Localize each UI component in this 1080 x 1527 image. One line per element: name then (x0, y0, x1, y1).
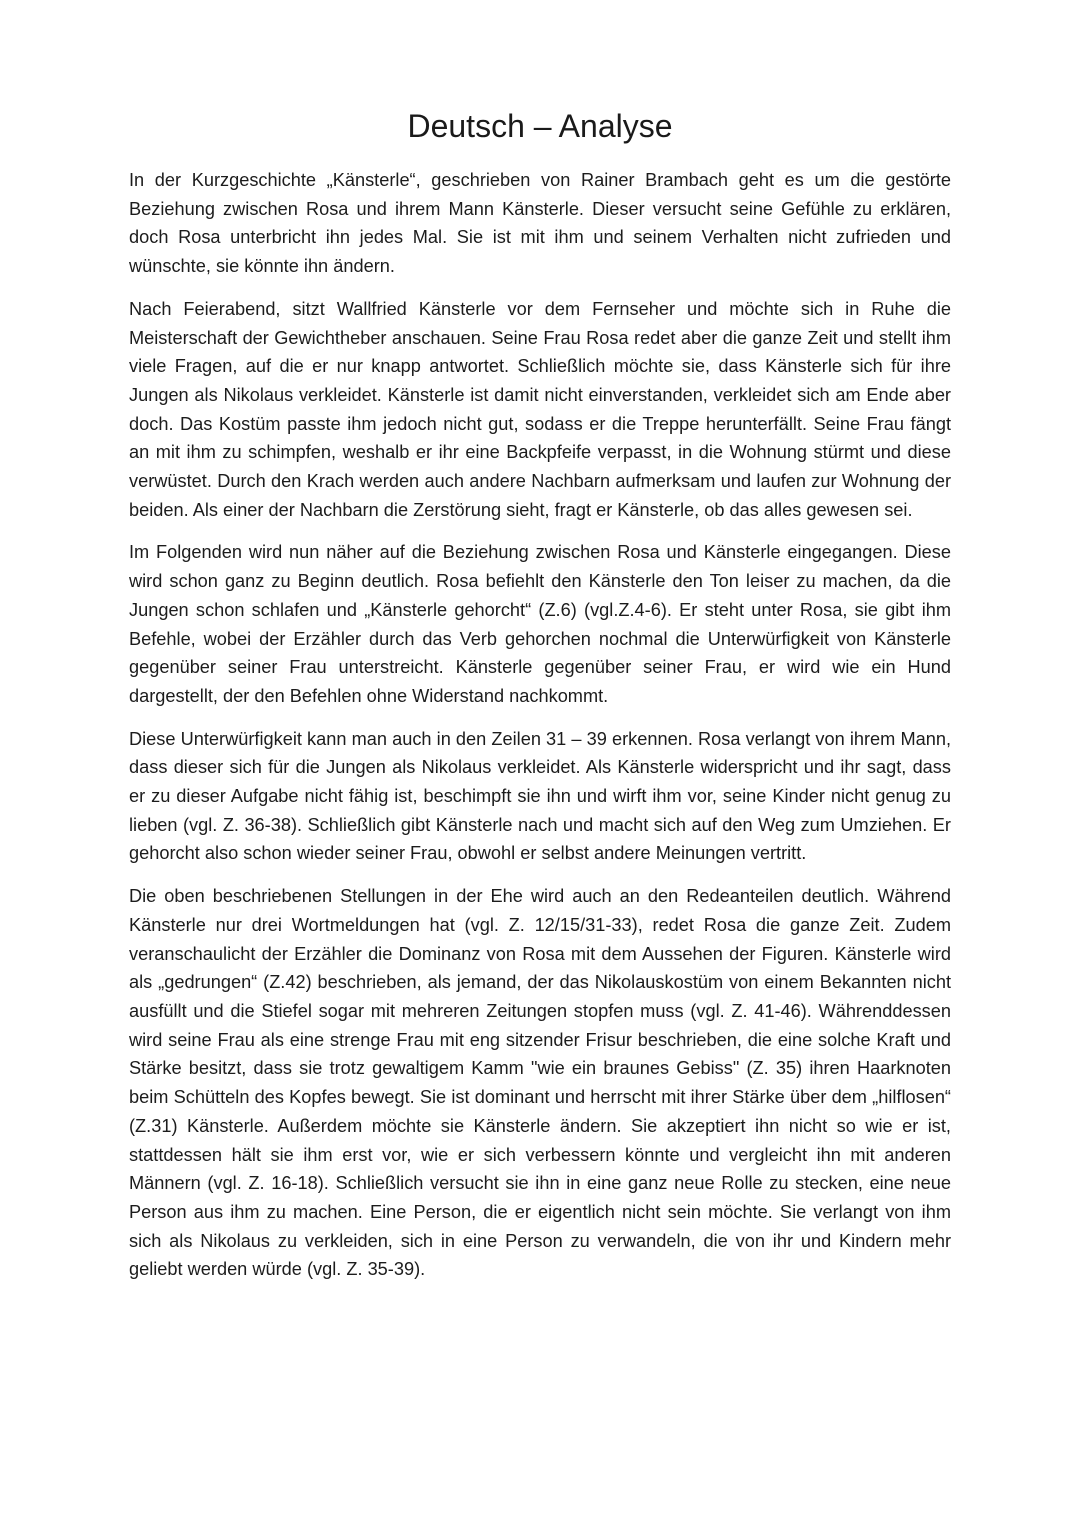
paragraph-introduction: In der Kurzgeschichte „Känsterle“, geschrieben von Rainer Brambach geht es um die gestörte Beziehung zwischen Rosa und ihrem Mann Känsterle. Dieser versucht seine Gefühle zu erklären, doch Rosa unterbricht ihn jedes Mal. Sie ist mit ihm und seinem Verhalten nicht zufrieden und wünschte, sie könnte ihn ändern. (129, 170, 951, 277)
paragraph-relationship: Im Folgenden wird nun näher auf die Beziehung zwischen Rosa und Känsterle eingegangen. Diese wird schon ganz zu Beginn deutlich. Rosa befiehlt den Känsterle den Ton leiser zu machen, da die Jungen schon schlafen und „Känsterle gehorcht“ (Z.6) (vgl.Z.4-6). Er steht unter Rosa, sie gibt ihm Befehle, wobei der Erzähler durch das Verb gehorchen nochmal die Unterwürfigkeit von Känsterle gegenüber seiner Frau unterstreicht. Känsterle gegenüber seiner Frau, er wird wie ein Hund dargestellt, der den Befehlen ohne Widerstand nachkommt. (129, 542, 951, 706)
paragraph-dominance: Die oben beschriebenen Stellungen in der Ehe wird auch an den Redeanteilen deutlich. Während Känsterle nur drei Wortmeldungen hat (vgl. Z. 12/15/31-33), redet Rosa die ganze Zeit. Zudem veranschaulicht der Erzähler die Dominanz von Rosa mit dem Aussehen der Figuren. Känsterle wird als „gedrungen“ (Z.42) beschrieben, als jemand, der das Nikolauskostüm von einem Bekannten nicht ausfüllt und die Stiefel sogar mit mehreren Zeitungen stopfen muss (vgl. Z. 41-46). Währenddessen wird seine Frau als eine strenge Frau mit eng sitzender Frisur beschrieben, die eine solche Kraft und Stärke besitzt, dass sie trotz gewaltigem Kamm "wie ein braunes Gebiss" (Z. 35) ihren Haarknoten beim Schütteln des Kopfes bewegt. Sie ist dominant und herrscht mit ihrer Stärke über dem „hilflosen“ (Z.31) Känsterle. Außerdem möchte sie Känsterle ändern. Sie akzeptiert ihn nicht so wie er ist, stattdessen hält sie ihm erst vor, wie er sich verbessern könnte und vergleicht ihn mit anderen Männern (vgl. Z. 16-18). Schließlich versucht sie ihn in eine ganz neue Rolle zu stecken, eine neue Person aus ihm zu machen. Eine Person, die er eigentlich nicht sein möchte. Sie verlangt von ihm sich als Nikolaus zu verkleiden, sich in eine Person zu verwandeln, die von ihr und Kindern mehr geliebt werden würde (vgl. Z. 35-39). (129, 886, 951, 1280)
paragraph-summary: Nach Feierabend, sitzt Wallfried Känsterle vor dem Fernseher und möchte sich in Ruhe die Meisterschaft der Gewichtheber anschauen. Seine Frau Rosa redet aber die ganze Zeit und stellt ihm viele Fragen, auf die er nur knapp antwortet. Schließlich möchte sie, dass Känsterle sich für ihre Jungen als Nikolaus verkleidet. Känsterle ist damit nicht einverstanden, verkleidet sich am Ende aber doch. Das Kostüm passte ihm jedoch nicht gut, sodass er die Treppe herunterfällt. Seine Frau fängt an mit ihm zu schimpfen, weshalb er ihr eine Backpfeife verpasst, in die Wohnung stürmt und diese verwüstet. Durch den Krach werden auch andere Nachbarn aufmerksam und laufen zur Wohnung der beiden. Als einer der Nachbarn die Zerstörung sieht, fragt er Känsterle, ob das alles gewesen sei. (129, 298, 951, 520)
document-body (129, 166, 951, 1298)
page-title: Deutsch – Analyse (407, 108, 673, 144)
paragraph-submission: Diese Unterwürfigkeit kann man auch in den Zeilen 31 – 39 erkennen. Rosa verlangt von ihrem Mann, dass dieser sich für die Jungen als Nikolaus verkleidet. Als Känsterle widerspricht und ihr sagt, dass er zu dieser Aufgabe nicht fähig ist, beschimpft sie ihn und wirft ihm vor, seine Kinder nicht genug zu lieben (vgl. Z. 36-38). Schließlich gibt Känsterle nach und macht sich auf den Weg zum Umziehen. Er gehorcht also schon wieder seiner Frau, obwohl er selbst andere Meinungen vertritt. (129, 728, 951, 864)
